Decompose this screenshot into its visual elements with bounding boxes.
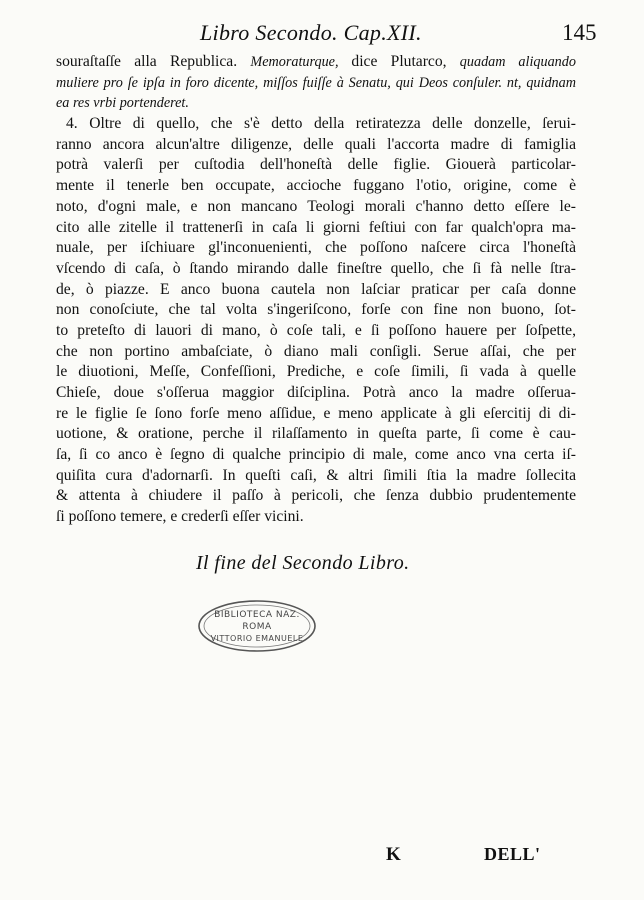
library-stamp-graphic (196, 598, 318, 654)
running-title: Libro Secondo. Cap.XII. (200, 20, 422, 45)
paragraph-start-line: 4. Oltre di quello, che s'è detto della retiratezza delle donzelle, ſerui- (66, 115, 576, 133)
stamp-line-1: BIBLIOTECA NAZ. (214, 610, 300, 620)
text-line: souraſtaſſe alla Republica. Memoraturque, dice Plutarco, quadam aliquando (56, 53, 576, 70)
text-line: quiſita cura d'adornarſi. In queſti caſi, & altri ſimili ſtia la madre ſollecita (56, 466, 576, 484)
text-line: ſi poſſono temere, e crederſi eſſer vicini. (56, 508, 304, 526)
text-line: cito alle zitelle il trattenerſi in caſa li giorni feſtiui con far qualch'opra ma- (56, 218, 576, 236)
stamp-line-3: VITTORIO EMANUELE (210, 634, 304, 643)
text-line: vſcendo di caſa, ò ſtando mirando dalle fineſtre quello, che ſi fà nelle ſtra- (56, 259, 576, 277)
stamp-line-2: ROMA (242, 622, 272, 632)
page-number: 145 (562, 20, 597, 45)
text-line: ea res vrbi portenderet. (56, 95, 189, 112)
text-line: noto, d'ogni male, e non mancano Teologi morali c'hanno detto eſſere le- (56, 197, 576, 215)
catchword: DELL' (484, 844, 541, 864)
text-line: ſa, ſi co anco è ſegno di qualche principio di male, come anco vna certa iſ- (56, 446, 576, 464)
signature-mark: K (386, 844, 401, 865)
running-head (0, 20, 644, 52)
text-line: re le figlie ſe ſono forſe meno aſſidue, e meno applicate à gli eſercitij di di- (56, 404, 576, 422)
library-stamp (196, 598, 318, 654)
text-line: nuale, per iſchiuare gl'inconuenienti, che poſſono naſcere circa l'honeſtà (56, 239, 576, 257)
text-line: Chieſe, doue s'oſſerua maggior diſciplina. Potrà anco la madre oſſerua- (56, 384, 576, 401)
text-line: non conoſciute, che tal volta s'ingeriſcono, forſe con fine non buono, ſot- (56, 301, 576, 319)
text-line: ranno ancora alcun'altre diligenze, delle quali l'accorta madre di famiglia (56, 135, 576, 153)
text-line: to preteſto di lauori di mano, ò coſe tali, e ſi poſſono hauere per ſoſpette, (56, 321, 576, 339)
text-line: che non portino ambaſciate, ò diano mali conſigli. Serue aſſai, che per (56, 342, 576, 360)
body-text (56, 52, 576, 528)
text-line: muliere pro ſe ipſa in foro dicente, miſſos fuiſſe à Senatu, qui Deos conſuler. nt, quidnam (56, 74, 576, 91)
text-line: uotione, & oratione, perche il rilaſſamento in queſta parte, ſi come è cau- (56, 425, 576, 443)
book-end-title: Il fine del Secondo Libro. (196, 552, 410, 574)
text-line: de, ò piazze. E anco buona cautela non laſciar praticar per caſa donne (56, 280, 576, 298)
text-line: potrà valerſi per cuſtodia dell'honeſtà delle figlie. Giouerà particolar- (56, 156, 576, 174)
text-line: le diuotioni, Meſſe, Confeſſioni, Prediche, e coſe ſimili, ſi vada à quelle (56, 363, 576, 381)
text-line: mente il tenerle ben occupate, accioche fuggano l'otio, origine, come è (56, 177, 576, 195)
text-line: & attenta à chiudere il paſſo à pericoli, che ſenza dubbio prudentemente (56, 487, 576, 505)
